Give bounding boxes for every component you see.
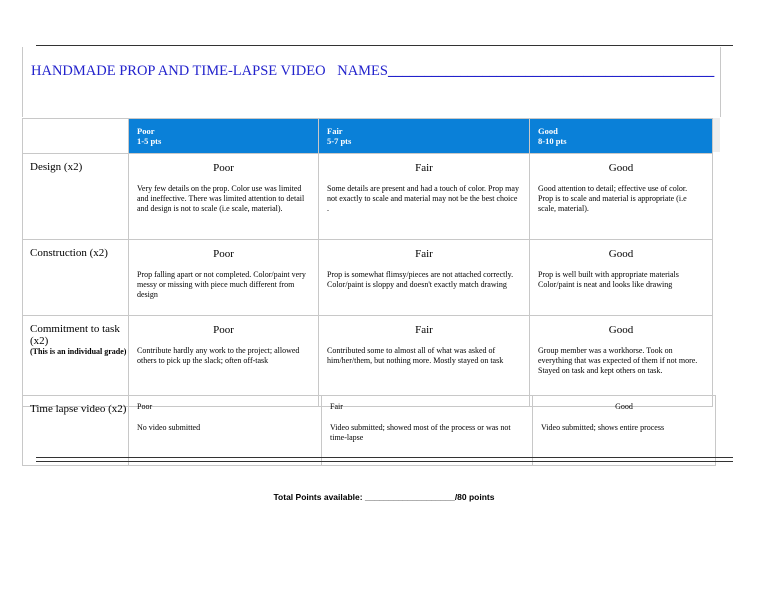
row-label-timelapse <box>23 396 129 466</box>
cell-commitment-good <box>530 316 713 407</box>
cell-description: Very few details on the prop. Color use was limited and ineffective. There was limited attention to detail and design is not to scale (i.e scale, material). <box>137 184 305 213</box>
cell-description: Some details are present and had a touch of color. Prop may not exactly to scale and material may not be the best choice . <box>327 184 519 213</box>
cell-description: Contribute hardly any work to the project; allowed others to pick up the slack; often off-task <box>137 346 300 365</box>
cell-level: Fair <box>415 248 433 260</box>
row-label-note: (This is an individual grade) <box>30 347 127 356</box>
cell-description: Contributed some to almost all of what was asked of him/her/them, but nothing more. Mostly stayed on task <box>327 346 504 365</box>
cell-description: Video submitted; shows entire process <box>541 423 665 432</box>
total-label: Total Points available: <box>273 492 363 502</box>
total-blank: ___________________ <box>364 492 455 502</box>
header-good-label: Good <box>538 126 558 136</box>
cell-level: Poor <box>213 324 234 336</box>
cell-construction-good <box>530 240 713 316</box>
names-line: _____________________________________________ <box>387 63 715 79</box>
cell-level: Poor <box>213 162 234 174</box>
cell-description: Prop is somewhat flimsy/pieces are not attached correctly. Color/paint is sloppy and doesn't exactly match drawing <box>327 270 514 289</box>
page-title <box>31 63 714 80</box>
timelapse-table <box>22 395 716 466</box>
header-fair-label: Fair <box>327 126 343 136</box>
total-points <box>0 492 768 502</box>
cell-level: Good <box>615 402 633 411</box>
cell-description: Prop falling apart or not completed. Color/paint very messy or missing with piece much different from design <box>137 270 306 299</box>
cell-level: Poor <box>213 248 234 260</box>
cell-description: Group member was a workhorse. Took on everything that was expected of them if not more. Stayed on task and kept others on task. <box>538 346 698 375</box>
cell-commitment-poor <box>129 316 319 407</box>
table-row-design <box>23 154 713 240</box>
cell-level: Fair <box>415 324 433 336</box>
cell-construction-fair <box>319 240 530 316</box>
cell-level: Fair <box>330 402 343 411</box>
names-label: NAMES <box>337 63 388 79</box>
row-label-text: Commitment to task (x2) <box>30 323 120 347</box>
cell-description: No video submitted <box>137 423 201 432</box>
cell-level: Good <box>608 162 634 174</box>
row-label-construction <box>23 240 129 316</box>
cell-construction-poor <box>129 240 319 316</box>
header-blank-cell <box>23 119 129 154</box>
row-label-text: Design (x2) <box>30 161 83 173</box>
header-poor-label: Poor <box>137 126 155 136</box>
table-row-timelapse <box>23 396 716 466</box>
row-label-design <box>23 154 129 240</box>
row-label-commitment <box>23 316 129 407</box>
cell-timelapse-poor <box>129 396 322 466</box>
row-label-text: Construction (x2) <box>30 247 108 259</box>
title-box <box>22 47 721 117</box>
header-fair <box>319 119 530 154</box>
cell-design-fair <box>319 154 530 240</box>
total-suffix: /80 points <box>454 492 495 502</box>
header-poor <box>129 119 319 154</box>
cell-timelapse-fair <box>322 396 533 466</box>
cell-design-poor <box>129 154 319 240</box>
cell-description: Good attention to detail; effective use of color. Prop is to scale and material is appropriate (i.e scale, material). <box>538 184 688 213</box>
names-field <box>337 63 714 79</box>
cell-level: Fair <box>415 162 433 174</box>
header-poor-range: 1-5 pts <box>137 136 162 146</box>
rubric-header-row <box>23 119 713 154</box>
table-row-construction <box>23 240 713 316</box>
table-row-commitment <box>23 316 713 407</box>
cell-commitment-fair <box>319 316 530 407</box>
cell-level: Good <box>608 248 634 260</box>
header-side-strip <box>712 118 720 152</box>
cell-description: Video submitted; showed most of the process or was not time-lapse <box>330 423 511 442</box>
header-fair-range: 5-7 pts <box>327 136 352 146</box>
cell-level: Poor <box>137 402 153 411</box>
row-label-text: Time lapse video (x2) <box>30 403 127 415</box>
title-text: HANDMADE PROP AND TIME-LAPSE VIDEO <box>31 63 326 79</box>
cell-timelapse-good <box>533 396 716 466</box>
header-good-range: 8-10 pts <box>538 136 567 146</box>
rubric-table <box>22 118 713 407</box>
cell-level: Good <box>608 324 634 336</box>
cell-design-good <box>530 154 713 240</box>
header-good <box>530 119 713 154</box>
top-rule <box>36 45 733 46</box>
cell-description: Prop is well built with appropriate materials Color/paint is neat and looks like drawing <box>538 270 679 289</box>
bottom-rule <box>36 457 733 462</box>
